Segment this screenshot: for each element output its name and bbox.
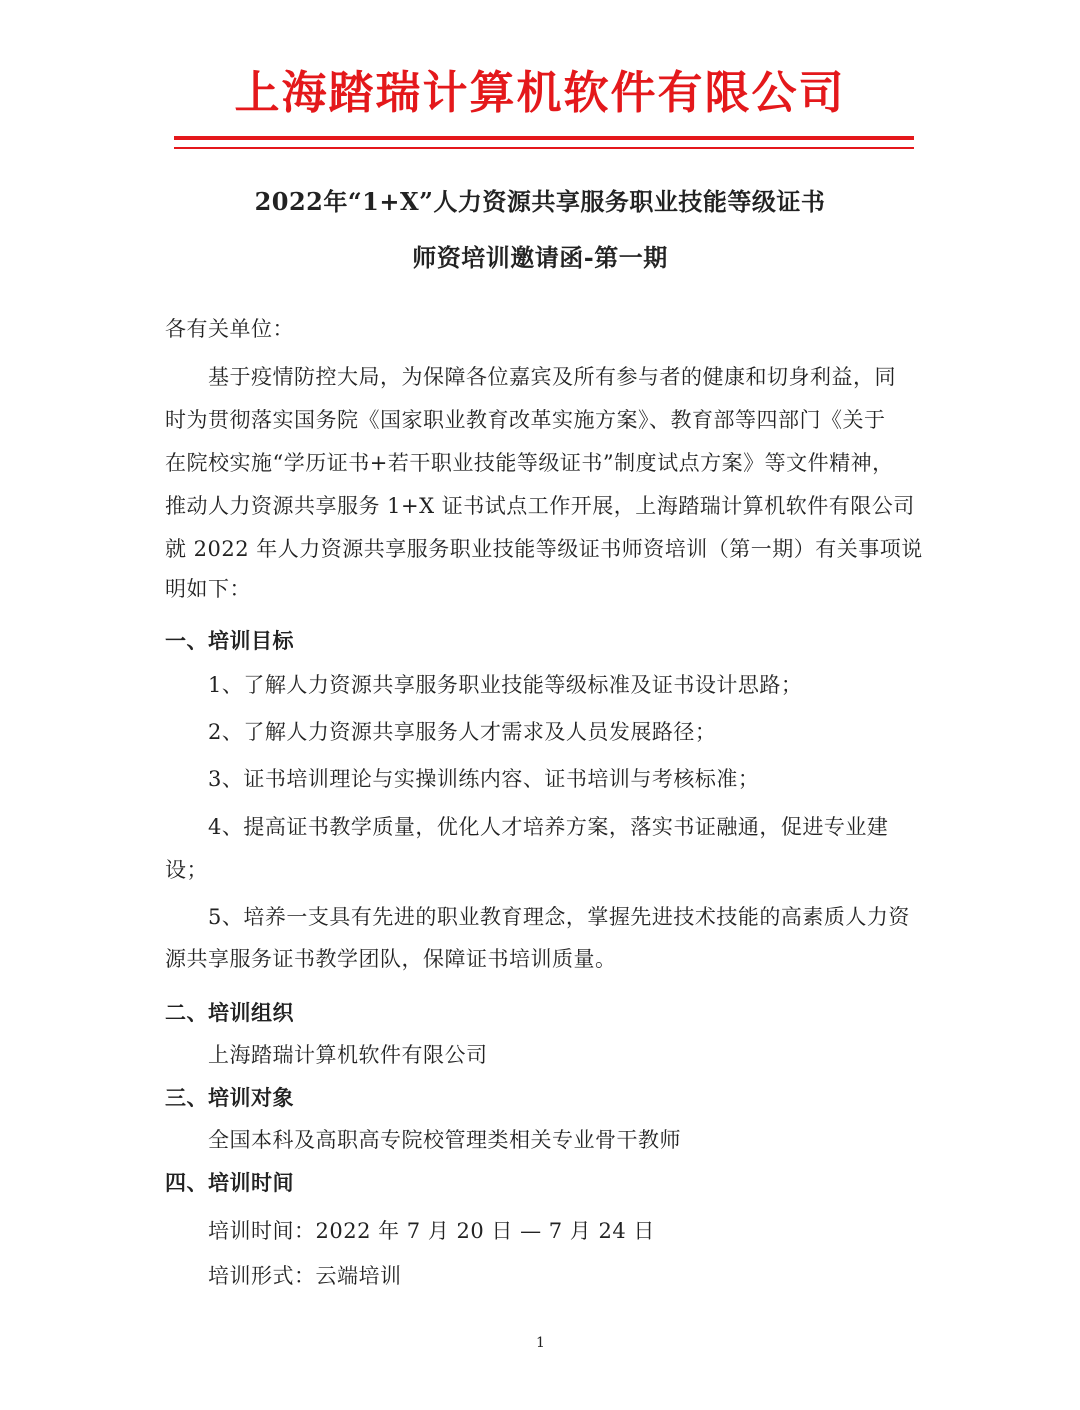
intro-line-3: 在院校实施“学历证书+若干职业技能等级证书”制度试点方案》等文件精神， bbox=[165, 451, 894, 475]
goal-item-1: 1、了解人力资源共享服务职业技能等级标准及证书设计思路； bbox=[208, 673, 803, 697]
document-title-line-2: 师资培训邀请函-第一期 bbox=[412, 243, 668, 272]
document-title-line-1: 2022年“1+X”人力资源共享服务职业技能等级证书 bbox=[254, 187, 826, 216]
schedule-format: 培训形式：云端培训 bbox=[208, 1264, 402, 1288]
goal-item-5-line-1: 5、培养一支具有先进的职业教育理念，掌握先进技术技能的高素质人力资 bbox=[208, 905, 910, 929]
schedule-time: 培训时间：2022 年 7 月 20 日 — 7 月 24 日 bbox=[208, 1219, 655, 1243]
intro-line-2: 时为贯彻落实国务院《国家职业教育改革实施方案》、教育部等四部门《关于 bbox=[165, 408, 886, 432]
intro-line-1: 基于疫情防控大局，为保障各位嘉宾及所有参与者的健康和切身利益，同 bbox=[208, 365, 896, 389]
section-heading-goals: 一、培训目标 bbox=[165, 628, 294, 653]
section-heading-schedule: 四、培训时间 bbox=[165, 1170, 294, 1195]
salutation: 各有关单位： bbox=[165, 317, 294, 341]
goal-item-2: 2、了解人力资源共享服务人才需求及人员发展路径； bbox=[208, 720, 717, 744]
company-letterhead: 上海踏瑞计算机软件有限公司 bbox=[234, 66, 846, 119]
section-heading-organization: 二、培训组织 bbox=[165, 1000, 294, 1025]
section-heading-audience: 三、培训对象 bbox=[165, 1085, 294, 1110]
intro-line-5: 就 2022 年人力资源共享服务职业技能等级证书师资培训（第一期）有关事项说 bbox=[165, 537, 923, 561]
intro-line-4: 推动人力资源共享服务 1+X 证书试点工作开展，上海踏瑞计算机软件有限公司 bbox=[165, 494, 915, 518]
organization-content: 上海踏瑞计算机软件有限公司 bbox=[208, 1043, 488, 1067]
intro-line-6: 明如下： bbox=[165, 577, 251, 601]
goal-item-3: 3、证书培训理论与实操训练内容、证书培训与考核标准； bbox=[208, 767, 760, 791]
letterhead-rule-thin bbox=[174, 147, 914, 149]
goal-item-5-line-2: 源共享服务证书教学团队，保障证书培训质量。 bbox=[165, 947, 617, 971]
goal-item-4-line-1: 4、提高证书教学质量，优化人才培养方案，落实书证融通，促进专业建 bbox=[208, 815, 889, 839]
audience-content: 全国本科及高职高专院校管理类相关专业骨干教师 bbox=[208, 1128, 681, 1152]
goal-item-4-line-2: 设； bbox=[165, 858, 208, 882]
page-number: 1 bbox=[536, 1335, 545, 1351]
letterhead-rule-thick bbox=[174, 136, 914, 140]
